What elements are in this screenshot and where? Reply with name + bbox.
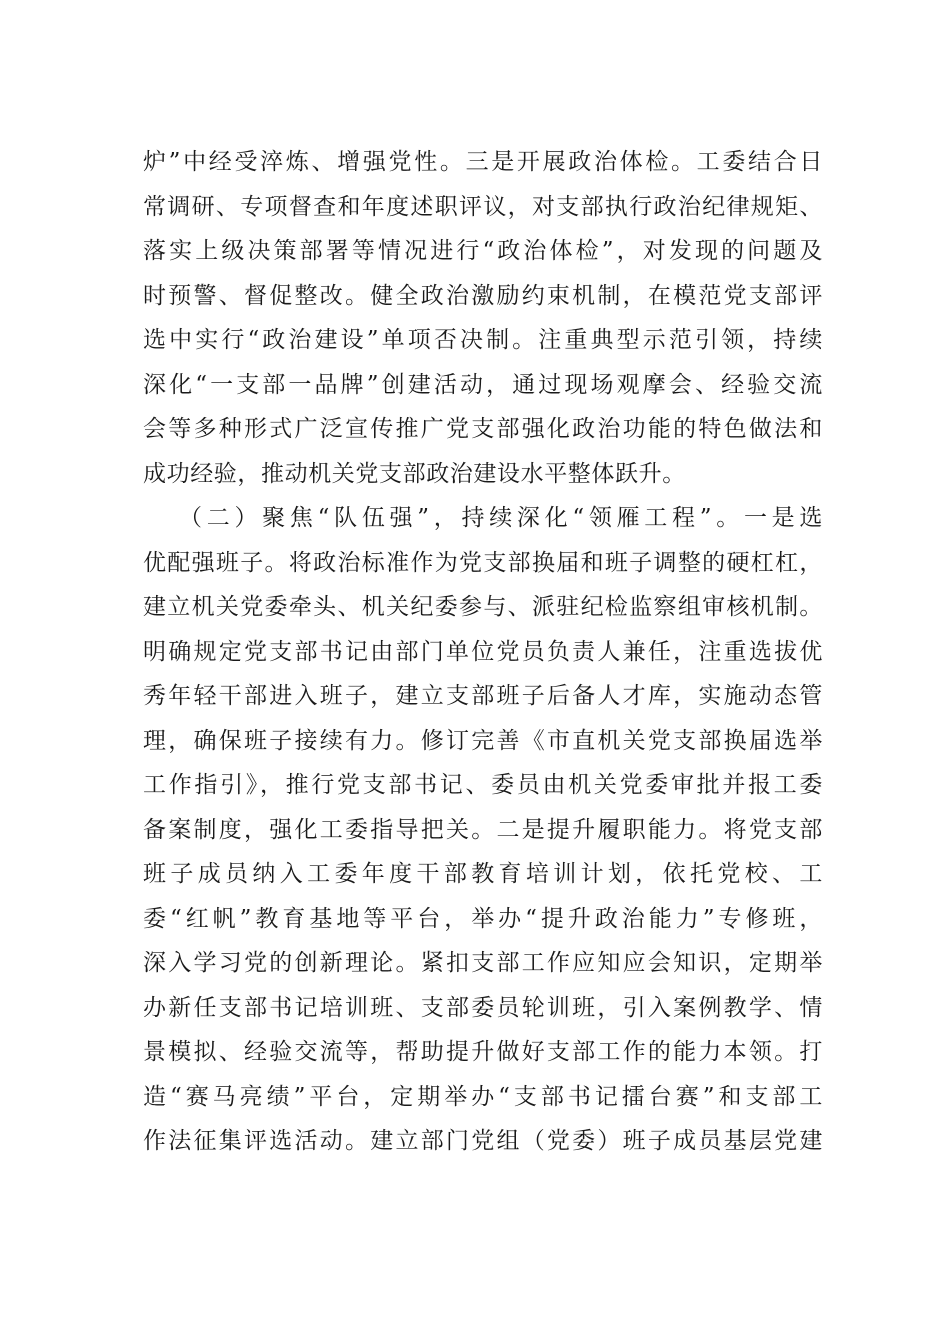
text-line: 作法征集评选活动。建立部门党组（党委）班子成员基层党建 — [143, 1128, 823, 1154]
text-line: 备案制度，强化工委指导把关。二是提升履职能力。将党支部 — [143, 816, 823, 843]
text-line: 选中实行“政治建设”单项否决制。注重典型示范引领，持续 — [143, 327, 823, 353]
text-line: 班子成员纳入工委年度干部教育培训计划，依托党校、工 — [143, 861, 823, 887]
text-line: 景模拟、经验交流等，帮助提升做好支部工作的能力本领。打 — [143, 1039, 823, 1065]
text-line: 优配强班子。将政治标准作为党支部换届和班子调整的硬杠杠， — [143, 549, 823, 576]
text-line: 办新任支部书记培训班、支部委员轮训班，引入案例教学、情 — [143, 994, 823, 1021]
body-text — [143, 140, 823, 1164]
text-line: 造“赛马亮绩”平台，定期举办“支部书记擂台赛”和支部工 — [143, 1083, 823, 1110]
text-line: 委“红帆”教育基地等平台，举办“提升政治能力”专修班， — [143, 905, 823, 932]
text-line: 成功经验，推动机关党支部政治建设水平整体跃升。 — [143, 460, 686, 487]
text-line: 建立机关党委牵头、机关纪委参与、派驻纪检监察组审核机制。 — [143, 594, 823, 620]
text-line: 理，确保班子接续有力。修订完善《市直机关党支部换届选举 — [143, 727, 823, 754]
text-line: 常调研、专项督查和年度述职评议，对支部执行政治纪律规矩、 — [143, 193, 823, 220]
text-line: 时预警、督促整改。健全政治激励约束机制，在模范党支部评 — [143, 282, 823, 309]
text-line: 深化“一支部一品牌”创建活动，通过现场观摩会、经验交流 — [143, 371, 823, 398]
text-line: 秀年轻干部进入班子，建立支部班子后备人才库，实施动态管 — [143, 683, 823, 709]
text-line: 深入学习党的创新理论。紧扣支部工作应知应会知识，定期举 — [143, 950, 823, 976]
text-line: 明确规定党支部书记由部门单位党员负责人兼任，注重选拔优 — [143, 638, 823, 665]
text-line: 工作指引》，推行党支部书记、委员由机关党委审批并报工委 — [143, 772, 823, 798]
text-line: 会等多种形式广泛宣传推广党支部强化政治功能的特色做法和 — [143, 416, 823, 442]
text-line: 炉”中经受淬炼、增强党性。三是开展政治体检。工委结合日 — [143, 149, 823, 175]
section-heading-line: （二）聚焦“队伍强”，持续深化“领雁工程”。一是选 — [179, 505, 823, 531]
text-line: 落实上级决策部署等情况进行“政治体检”，对发现的问题及 — [143, 238, 823, 264]
